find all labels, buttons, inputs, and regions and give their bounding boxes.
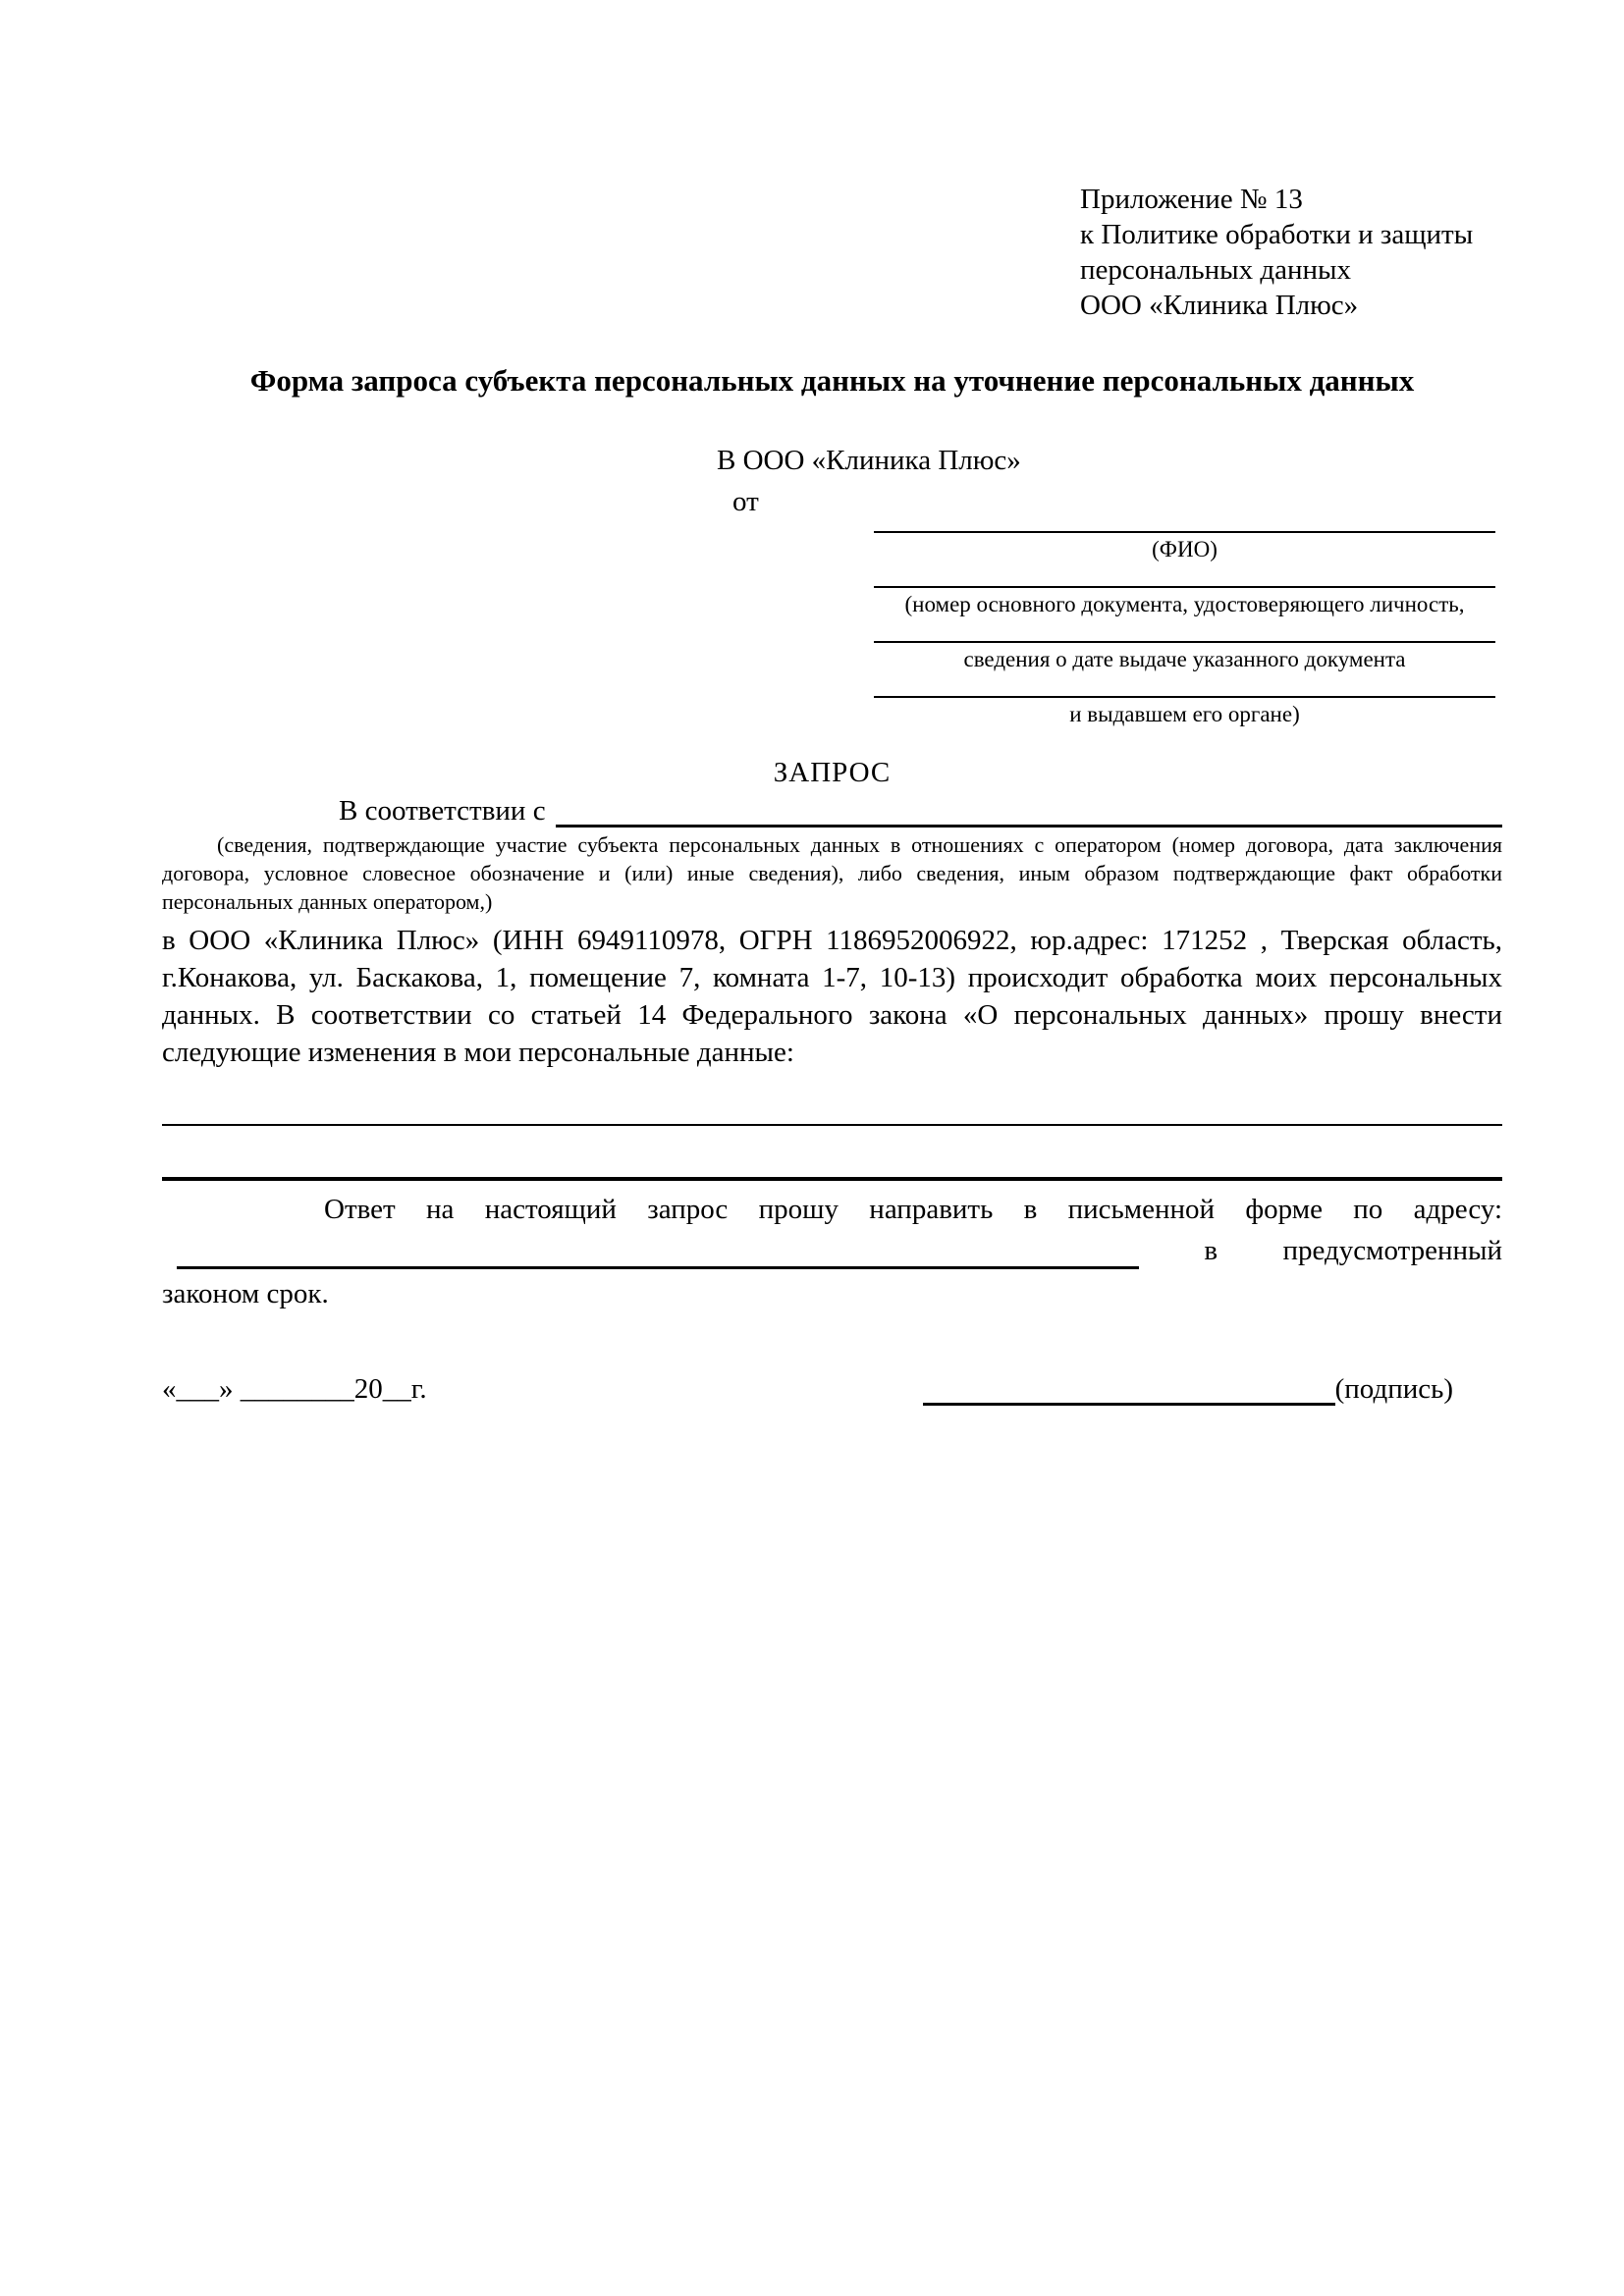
addressee-block	[717, 443, 1502, 729]
reply-address-row	[162, 1232, 1502, 1269]
appendix-reference-block	[1080, 182, 1502, 323]
caption-document-number: (номер основного документа, удостоверяющего личность,	[904, 592, 1465, 616]
fill-line-fio	[874, 519, 1495, 533]
field-issuing-authority	[874, 680, 1495, 729]
fill-line-basis	[556, 795, 1502, 828]
appendix-number: Приложение № 13	[1080, 184, 1303, 215]
policy-reference-line1: к Политике обработки и защиты	[1080, 219, 1474, 250]
field-issue-date	[874, 625, 1495, 674]
document-title: Форма запроса субъекта персональных данных на уточнение персональных данных	[249, 363, 1415, 398]
addressee-to: В ООО «Клиника Плюс»	[717, 445, 1021, 476]
date-blank: «___» ________20__г.	[162, 1373, 427, 1405]
fill-line-issuing-authority	[874, 680, 1495, 698]
fill-line-signature	[923, 1373, 1335, 1406]
signature-caption: (подпись)	[1334, 1373, 1453, 1405]
fill-line-reply-address	[177, 1237, 1139, 1269]
signature-area	[923, 1373, 1453, 1406]
signature-row	[162, 1373, 1502, 1406]
caption-fio: (ФИО)	[1152, 537, 1218, 561]
fill-line-changes-1	[162, 1106, 1502, 1126]
field-fio	[874, 519, 1495, 564]
field-document-number	[874, 570, 1495, 619]
request-heading: ЗАПРОС	[773, 757, 892, 788]
reply-word-predusmotrenny: предусмотренный	[1282, 1235, 1502, 1266]
policy-reference-line2: персональных данных	[1080, 254, 1352, 286]
caption-issuing-authority: и выдавшем его органе)	[1069, 702, 1300, 726]
request-body: в ООО «Клиника Плюс» (ИНН 6949110978, ОГРН 1186952006922, юр.адрес: 171252 , Тверская область, г.Конакова, ул. Баскакова, 1, помещение 7, комната 1-7, 10-13) происходит обработка моих персональных данных. В соответствии со статьей 14 Федерального закона «О персональных данных» прошу внести следующие изменения в мои персональные данные:	[162, 925, 1502, 1068]
basis-footnote: (сведения, подтверждающие участие субъекта персональных данных в отношениях с оператором (номер договора, дата заключения договора, условное словесное обозначение и (или) иные сведения), либо сведения, иным образом подтверждающие факт обработки персональных данных оператором,)	[162, 832, 1502, 914]
fill-line-document-number	[874, 570, 1495, 588]
changes-fill-area	[162, 1106, 1502, 1181]
addressee-from-label: от	[732, 486, 759, 517]
intro-row	[162, 795, 1502, 828]
reply-sentence-start: Ответ на настоящий запрос прошу направить в письменной форме по адресу:	[324, 1194, 1502, 1225]
organization-name: ООО «Клиника Плюс»	[1080, 290, 1359, 321]
intro-prefix: В соответствии с	[339, 795, 546, 827]
reply-word-v: в	[1204, 1235, 1218, 1266]
reply-sentence-end: законом срок.	[162, 1278, 329, 1309]
fill-line-changes-2	[162, 1126, 1502, 1181]
caption-issue-date: сведения о дате выдаче указанного документа	[963, 647, 1406, 671]
addressee-fields	[874, 519, 1495, 729]
fill-line-issue-date	[874, 625, 1495, 643]
